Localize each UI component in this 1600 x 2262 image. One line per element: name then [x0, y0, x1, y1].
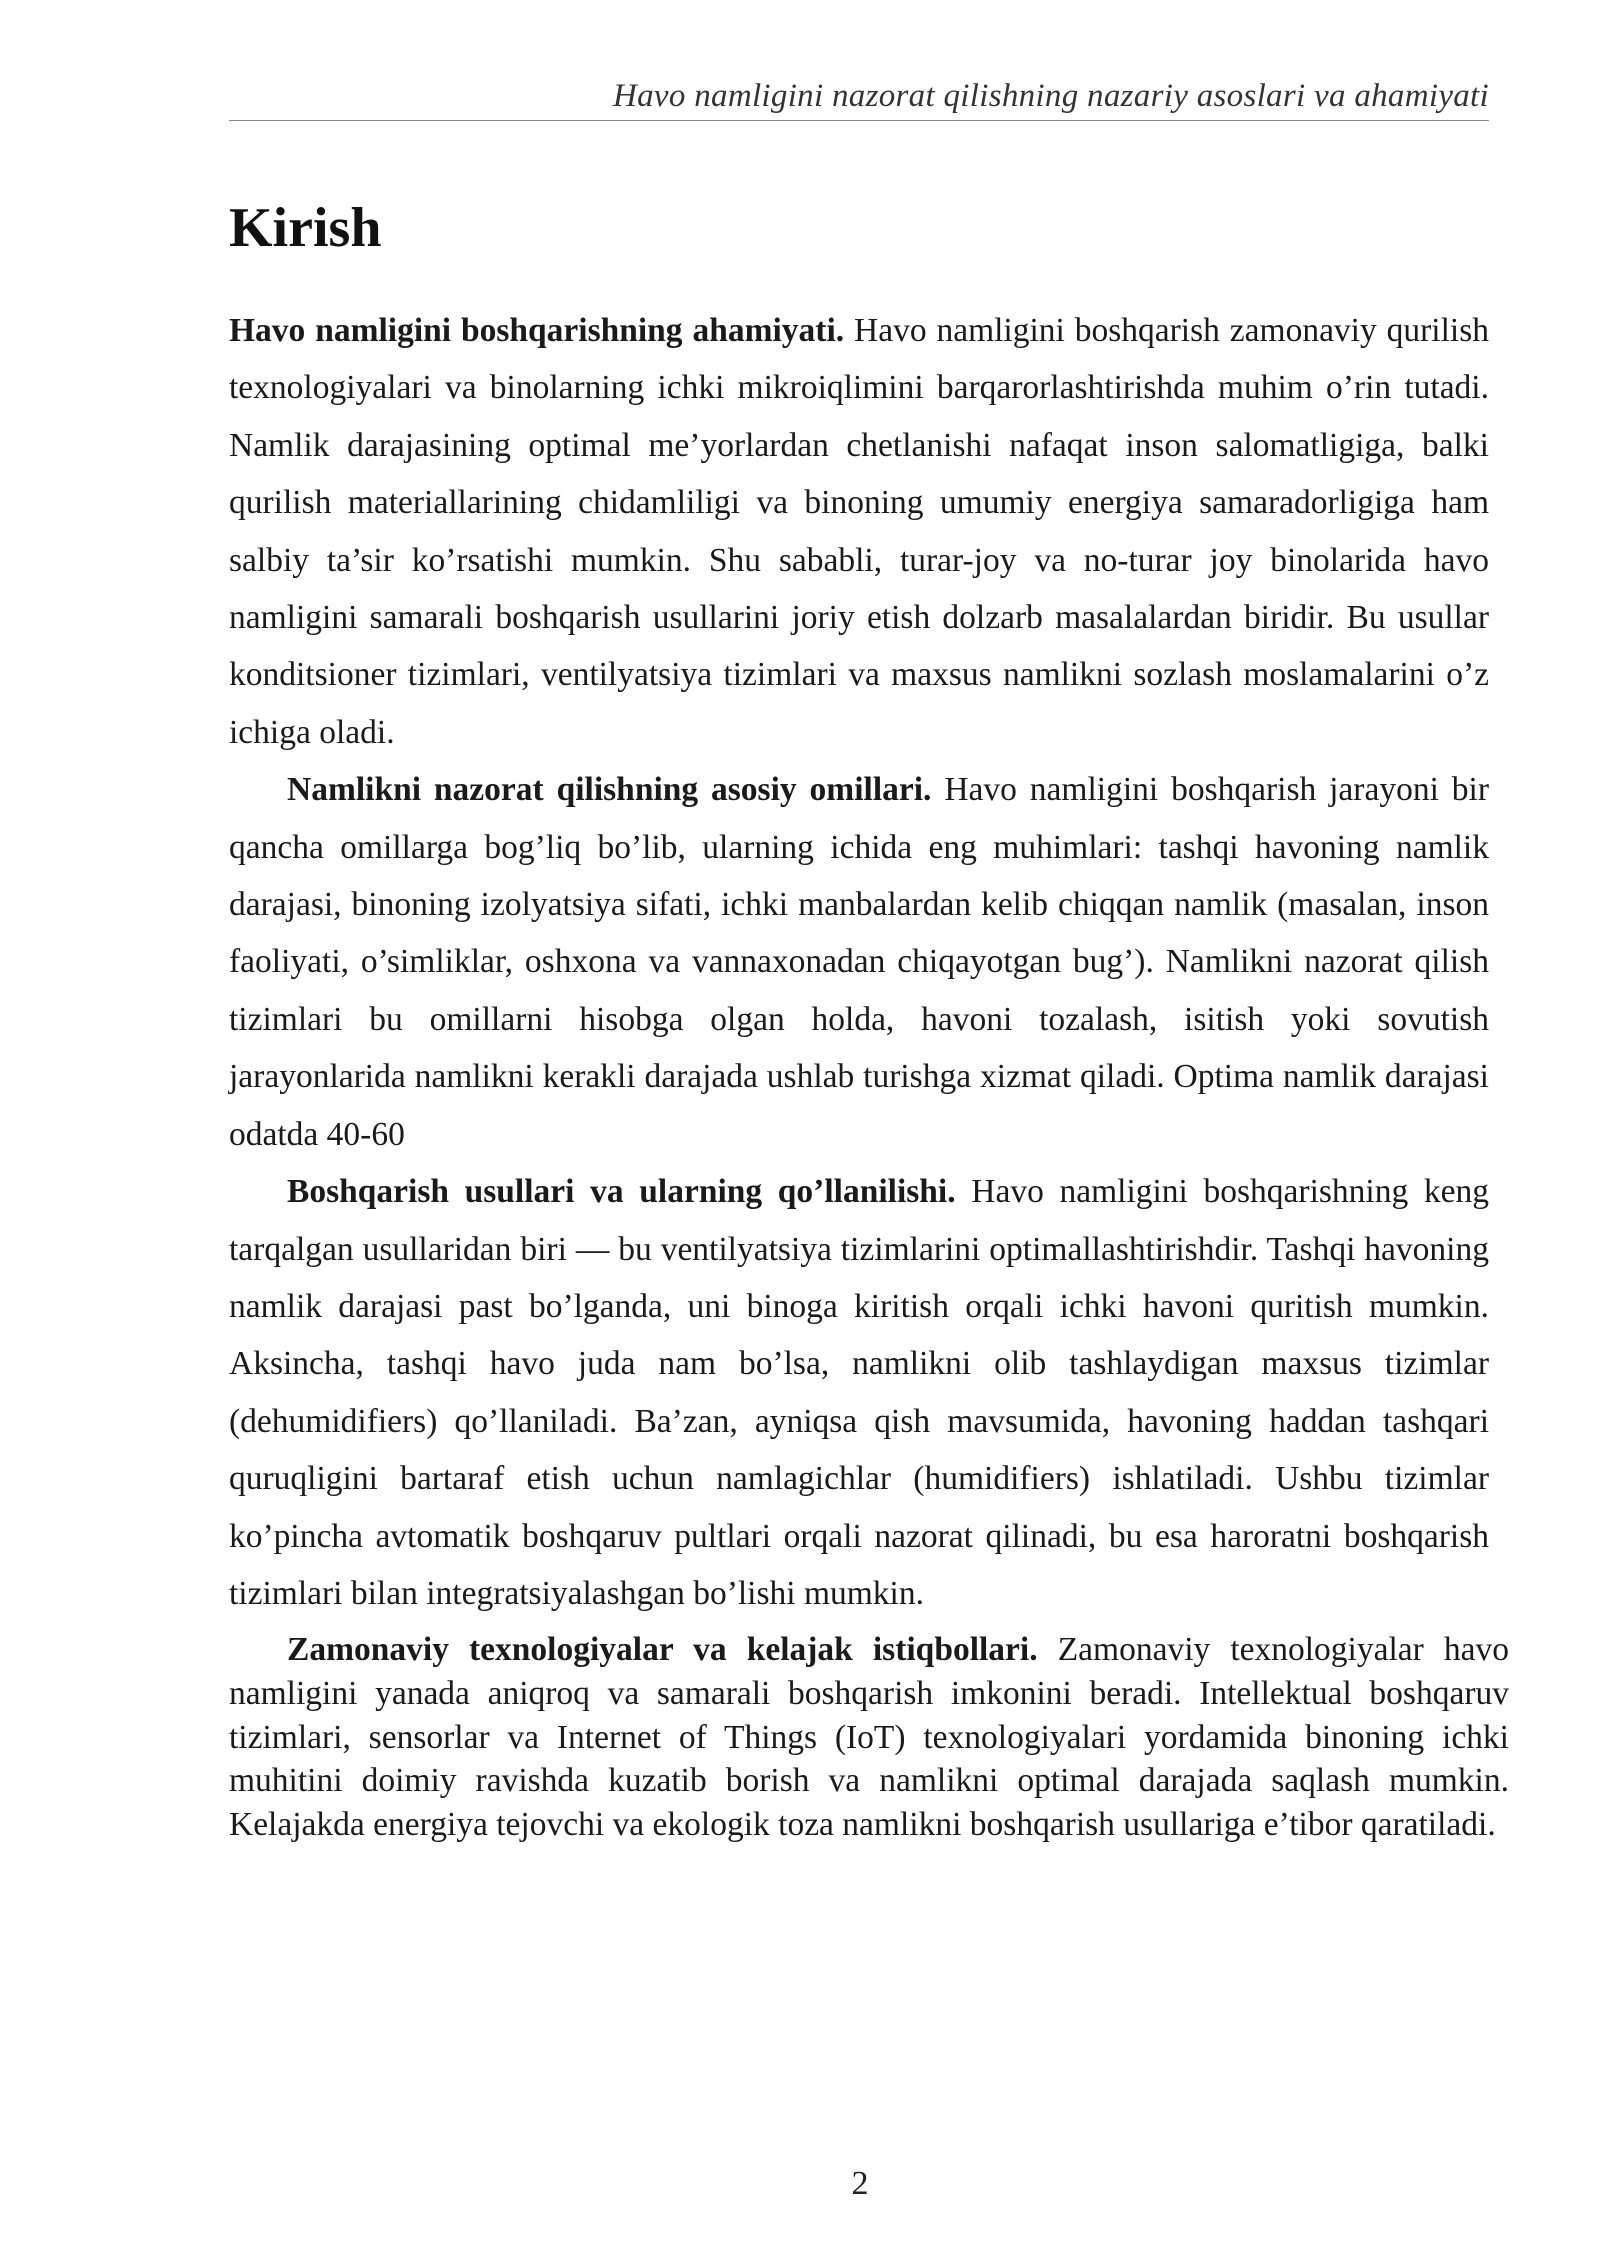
paragraph-text: Havo namligini boshqarishning keng tarqalgan usullaridan biri — bu ventilyatsiya tizimlarini optimallashtirishdir. Tashqi havoning namlik darajasi past bo’lganda, uni binoga kiritish orqali ichki havoni quritish mumkin. Aksincha, tashqi havo juda nam bo’lsa, namlikni olib tashlaydigan maxsus tizimlar (dehumidifiers) qo’llaniladi. Ba’zan, ayniqsa qish mavsumida, havoning haddan tashqari quruqligini bartaraf etish uchun namlagichlar (humidifiers) ishlatiladi. Ushbu tizimlar ko’pincha avtomatik boshqaruv pultlari orqali nazorat qilinadi, bu esa haroratni boshqarish tizimlari bilan integratsiyalashgan bo’lishi mumkin. [229, 1173, 1489, 1612]
paragraph-text: Zamonaviy texnologiyalar havo namligini yanada aniqroq va samarali boshqarish imkonini beradi. Intellektual boshqaruv tizimlari, sensorlar va Internet of Things (IoT) texnologiyalari yordamida binoning ichki muhitini doimiy ravishda kuzatib borish va namlikni optimal darajada saqlash mumkin. Kelajakda energiya tejovchi va ekologik toza namlikni boshqarish usullariga e’tibor qaratiladi. [229, 1631, 1509, 1843]
paragraph-lead: Zamonaviy texnologiyalar va kelajak istiqbollari. [287, 1631, 1038, 1669]
page-number: 2 [851, 2165, 869, 2202]
paragraph-text: Havo namligini boshqarish jarayoni bir qancha omillarga bog’liq bo’lib, ularning ichida eng muhimlari: tashqi havoning namlik darajasi, binoning izolyatsiya sifati, ichki manbalardan kelib chiqqan namlik (masalan, inson faoliyati, o’simliklar, oshxona va vannaxonadan chiqayotgan bug’). Namlikni nazorat qilish tizimlari bu omillarni hisobga olgan holda, havoni tozalash, isitish yoki sovutish jarayonlarida namlikni kerakli darajada ushlab turishga xizmat qiladi. Optima namlik darajasi odatda 40-60 [229, 771, 1489, 1153]
paragraph-lead: Namlikni nazorat qilishning asosiy omillari. [287, 771, 932, 809]
paragraph-text: Havo namligini boshqarish zamonaviy qurilish texnologiyalari va binolarning ichki mikroiqlimini barqarorlashtirishda muhim o’rin tutadi. Namlik darajasining optimal me’yorlardan chetlanishi nafaqat inson salomatligiga, balki qurilish materiallarining chidamliligi va binoning umumiy energiya samaradorligiga ham salbiy ta’sir ko’rsatishi mumkin. Shu sababli, turar-joy va no-turar joy binolarida havo namligini samarali boshqarish usullarini joriy etish dolzarb masalalardan biridir. Bu usullar konditsioner tizimlari, ventilyatsiya tizimlari va maxsus namlikni sozlash moslamalarini o’z ichiga oladi. [229, 312, 1489, 751]
section-title: Kirish [229, 197, 382, 259]
body-text [229, 302, 1509, 1846]
paragraph-importance [229, 302, 1489, 761]
running-header: Havo namligini nazorat qilishning nazariy asoslari va ahamiyati [613, 78, 1489, 114]
paragraph-factors [229, 761, 1489, 1163]
paragraph-lead: Boshqarish usullari va ularning qo’llanilishi. [287, 1173, 956, 1211]
paragraph-lead: Havo namligini boshqarishning ahamiyati. [229, 312, 845, 349]
header-rule [229, 120, 1489, 121]
paragraph-technologies [229, 1628, 1509, 1846]
paragraph-methods [229, 1163, 1489, 1622]
